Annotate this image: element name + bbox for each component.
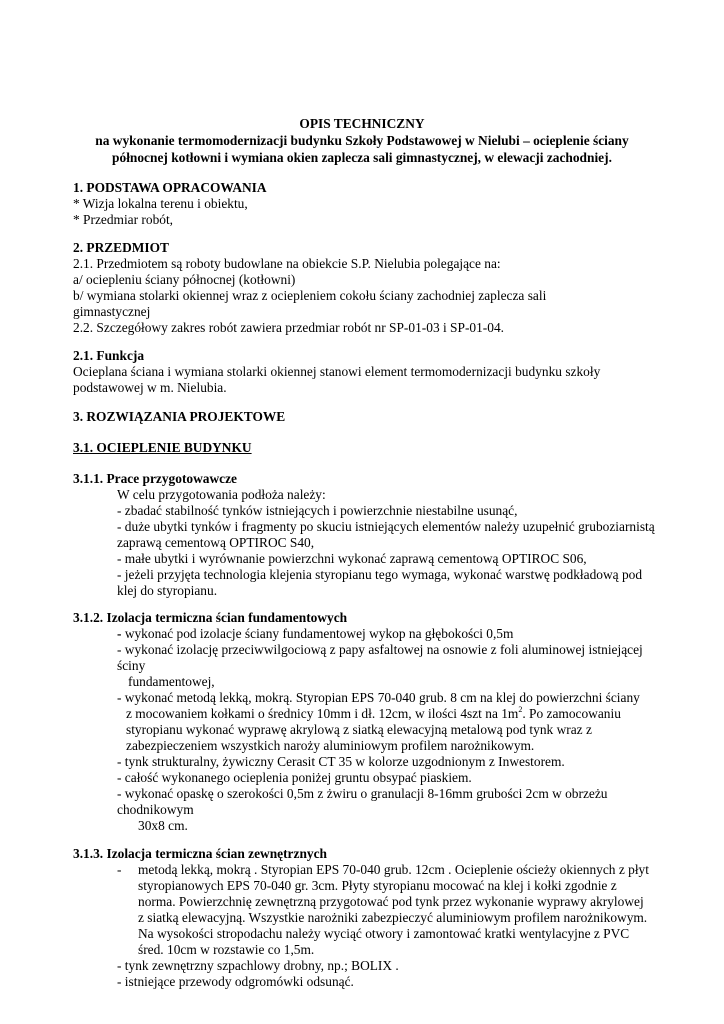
list-item-continuation: fundamentowej, — [128, 674, 215, 689]
section-2-heading: 2. PRZEDMIOT — [73, 240, 169, 255]
list-item-continuation: Na wysokości stropodachu należy wyciąć otwory i zamontować kratki wentylacyjne z PVC — [138, 926, 630, 941]
list-item-continuation: z siatką elewacyjną. Wszystkie narożniki zabezpieczyć aluminiowym profilem narożnikowym. — [138, 910, 648, 925]
list-item: - małe ubytki i wyrównanie powierzchni wykonać zaprawą cementową OPTIROC S06, — [117, 551, 587, 566]
list-item-continuation: ściny — [117, 658, 146, 673]
list-item: - zbadać stabilność tynków istniejących i powierzchnie niestabilne usunąć, — [117, 503, 518, 518]
paragraph-line: Ocieplana ściana i wymiana stolarki okiennej stanowi element termomodernizacji budynku szkoły — [73, 364, 601, 379]
list-item: - wykonać metodą lekką, mokrą. Styropian EPS 70-040 grub. 8 cm na klej do powierzchni ściany — [117, 690, 640, 705]
paragraph-line: a/ ociepleniu ściany północnej (kotłowni) — [73, 272, 296, 287]
list-item: - duże ubytki tynków i fragmenty po skuciu istniejących elementów należy uzupełnić gruboziarnistą — [117, 519, 655, 534]
list-item-continuation: 30x8 cm. — [138, 818, 188, 833]
list-item-continuation: norma. Powierzchnię zewnętrzną przygotować pod tynk przez wykonanie wyprawy akrylowej — [138, 894, 644, 909]
section-3-1-1-heading: 3.1.1. Prace przygotowawcze — [73, 471, 237, 486]
list-item-continuation: klej do styropianu. — [117, 583, 218, 598]
list-item-text: metodą lekką, mokrą . Styropian EPS 70-040 grub. 12cm . Ocieplenie ościeży okiennych z płyt — [138, 862, 649, 877]
list-item: * Wizja lokalna terenu i obiektu, — [73, 196, 248, 211]
superscript: 2 — [518, 705, 523, 714]
list-item-continuation: zabezpieczeniem wszystkich naroży aluminiowym profilem narożnikowym. — [126, 738, 535, 753]
list-dash: - — [117, 626, 122, 641]
list-item: - jeżeli przyjęta technologia klejenia styropianu tego wymaga, wykonać warstwę podkładową pod — [117, 567, 643, 582]
paragraph-line: 2.1. Przedmiotem są roboty budowlane na obiekcie S.P. Nielubia polegające na: — [73, 256, 501, 271]
list-item-continuation: styropianu wykonać wyprawę akrylową z siatką elewacyjną metalową pod tynk wraz z — [126, 722, 592, 737]
list-item: - istniejące przewody odgromówki odsunąć. — [117, 974, 354, 989]
list-item: - wykonać opaskę o szerokości 0,5m z żwiru o granulacji 8-16mm grubości 2cm w obrzeżu — [117, 786, 608, 801]
list-item: * Przedmiar robót, — [73, 212, 174, 227]
list-item-continuation: zaprawą cementową OPTIROC S40, — [117, 535, 315, 550]
section-3-1-heading: 3.1. OCIEPLENIE BUDYNKU — [73, 440, 252, 455]
list-item-continuation: chodnikowym — [117, 802, 194, 817]
section-2-1-heading: 2.1. Funkcja — [73, 348, 145, 363]
list-dash: - — [117, 862, 122, 877]
text: z mocowaniem kołkami o średnicy 10mm i dł. 12cm, w ilości 4szt na 1m — [126, 706, 519, 721]
section-3-1-2-heading: 3.1.2. Izolacja termiczna ścian fundamentowych — [73, 610, 348, 625]
paragraph-line: W celu przygotowania podłoża należy: — [117, 487, 326, 502]
document-subtitle-line-1: na wykonanie termomodernizacji budynku Szkoły Podstawowej w Nielubi – ocieplenie ściany — [95, 133, 629, 148]
paragraph-line: b/ wymiana stolarki okiennej wraz z ociepleniem cokołu ściany zachodniej zaplecza sali — [73, 288, 547, 303]
list-item-continuation: styropianowych EPS 70-040 gr. 3cm. Płyty styropianu mocować na klej i kołki zgodnie z — [138, 878, 617, 893]
list-item-text: wykonać pod izolacje ściany fundamentowej wykop na głębokości 0,5m — [121, 626, 514, 641]
section-3-1-3-heading: 3.1.3. Izolacja termiczna ścian zewnętrznych — [73, 846, 327, 861]
document-title: OPIS TECHNICZNY — [299, 116, 425, 131]
paragraph-line: gimnastycznej — [73, 304, 151, 319]
list-item-continuation — [126, 706, 621, 722]
list-item — [117, 626, 513, 642]
document-subtitle-line-2: północnej kotłowni i wymiana okien zaplecza sali gimnastycznej, w elewacji zachodniej. — [112, 150, 612, 165]
list-item: - tynk zewnętrzny szpachlowy drobny, np.; BOLIX . — [117, 958, 399, 973]
section-3-heading: 3. ROZWIĄZANIA PROJEKTOWE — [73, 409, 286, 424]
paragraph-line: 2.2. Szczegółowy zakres robót zawiera przedmiar robót nr SP-01-03 i SP-01-04. — [73, 320, 504, 335]
list-item: - całość wykonanego ocieplenia poniżej gruntu obsypać piaskiem. — [117, 770, 472, 785]
list-item: - wykonać izolację przeciwwilgociową z papy asfaltowej na osnowie z foli aluminowej istniejącej — [117, 642, 643, 657]
paragraph-line: podstawowej w m. Nielubia. — [73, 380, 227, 395]
list-item: - tynk strukturalny, żywiczny Cerasit CT 35 w kolorze uzgodnionym z Inwestorem. — [117, 754, 565, 769]
list-item-continuation: śred. 10cm w rozstawie co 1,5m. — [138, 942, 315, 957]
section-1-heading: 1. PODSTAWA OPRACOWANIA — [73, 180, 267, 195]
text: . Po zamocowaniu — [522, 706, 621, 721]
